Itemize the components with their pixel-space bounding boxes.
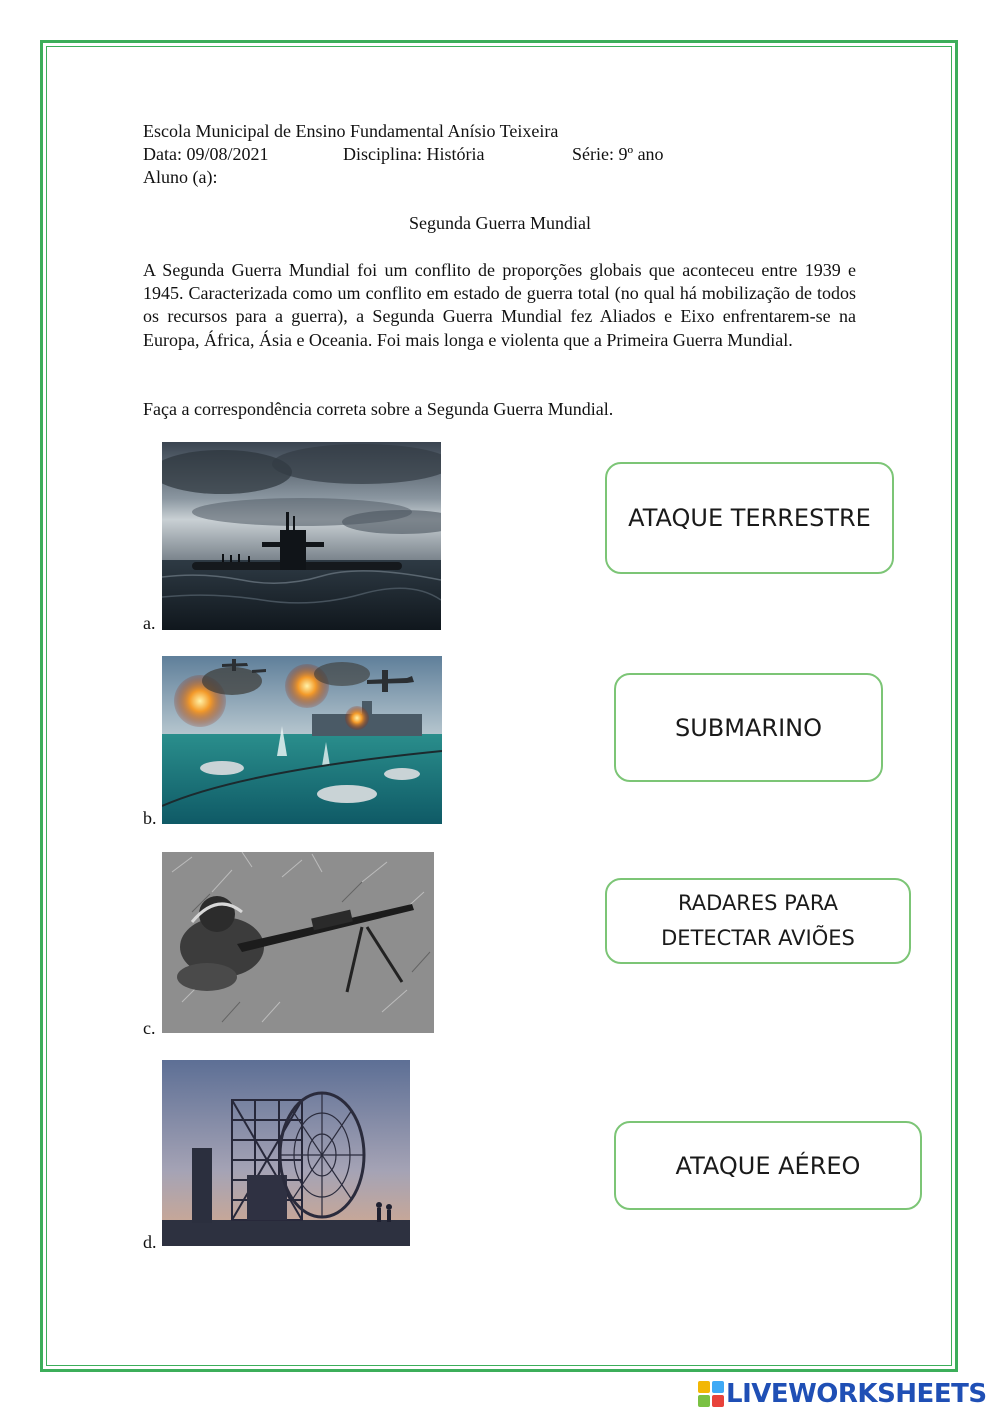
air-attack-photo [162, 656, 442, 824]
submarine-photo [162, 442, 441, 630]
item-letter-c: c. [143, 1018, 156, 1038]
soldier-machine-gun-photo [162, 852, 434, 1033]
answer-label: ATAQUE TERRESTRE [628, 504, 871, 532]
grade-label: Série: 9º ano [572, 144, 664, 164]
student-label: Aluno (a): [143, 167, 218, 187]
item-letter-d: d. [143, 1232, 157, 1252]
radar-antenna-photo [162, 1060, 410, 1246]
liveworksheets-brand [698, 1378, 987, 1410]
answer-submarino[interactable] [614, 673, 883, 782]
answer-label: SUBMARINO [675, 713, 822, 742]
item-letter-a: a. [143, 613, 156, 633]
answer-label: ATAQUE AÉREO [675, 1151, 861, 1180]
intro-paragraph: A Segunda Guerra Mundial foi um conflito de proporções globais que aconteceu entre 1939 e 1945. Caracterizada como um conflito em estado de guerra total (no qual há mobilização de todos os recursos para a guerra), a Segunda Guerra Mundial fez Aliados e Eixo enfrentarem-se na Europa, África, Ásia e Oceania. Foi mais longa e violenta que a Primeira Guerra Mundial. [143, 260, 856, 350]
answer-label-line2: DETECTAR AVIÕES [661, 926, 855, 950]
answer-ataque-aereo[interactable] [614, 1121, 922, 1210]
subject-label: Disciplina: História [343, 144, 485, 164]
answer-ataque-terrestre[interactable] [605, 462, 894, 574]
item-letter-b: b. [143, 808, 157, 828]
liveworksheets-wordmark: LIVEWORKSHEETS [726, 1379, 987, 1409]
answer-label-line1: RADARES PARA [678, 891, 838, 915]
liveworksheets-logo-icon [698, 1381, 724, 1407]
instruction-text: Faça a correspondência correta sobre a Segunda Guerra Mundial. [143, 399, 614, 419]
page-title: Segunda Guerra Mundial [409, 213, 591, 233]
date-label: Data: 09/08/2021 [143, 144, 269, 164]
answer-radares[interactable] [605, 878, 911, 964]
school-name: Escola Municipal de Ensino Fundamental Anísio Teixeira [143, 121, 559, 141]
